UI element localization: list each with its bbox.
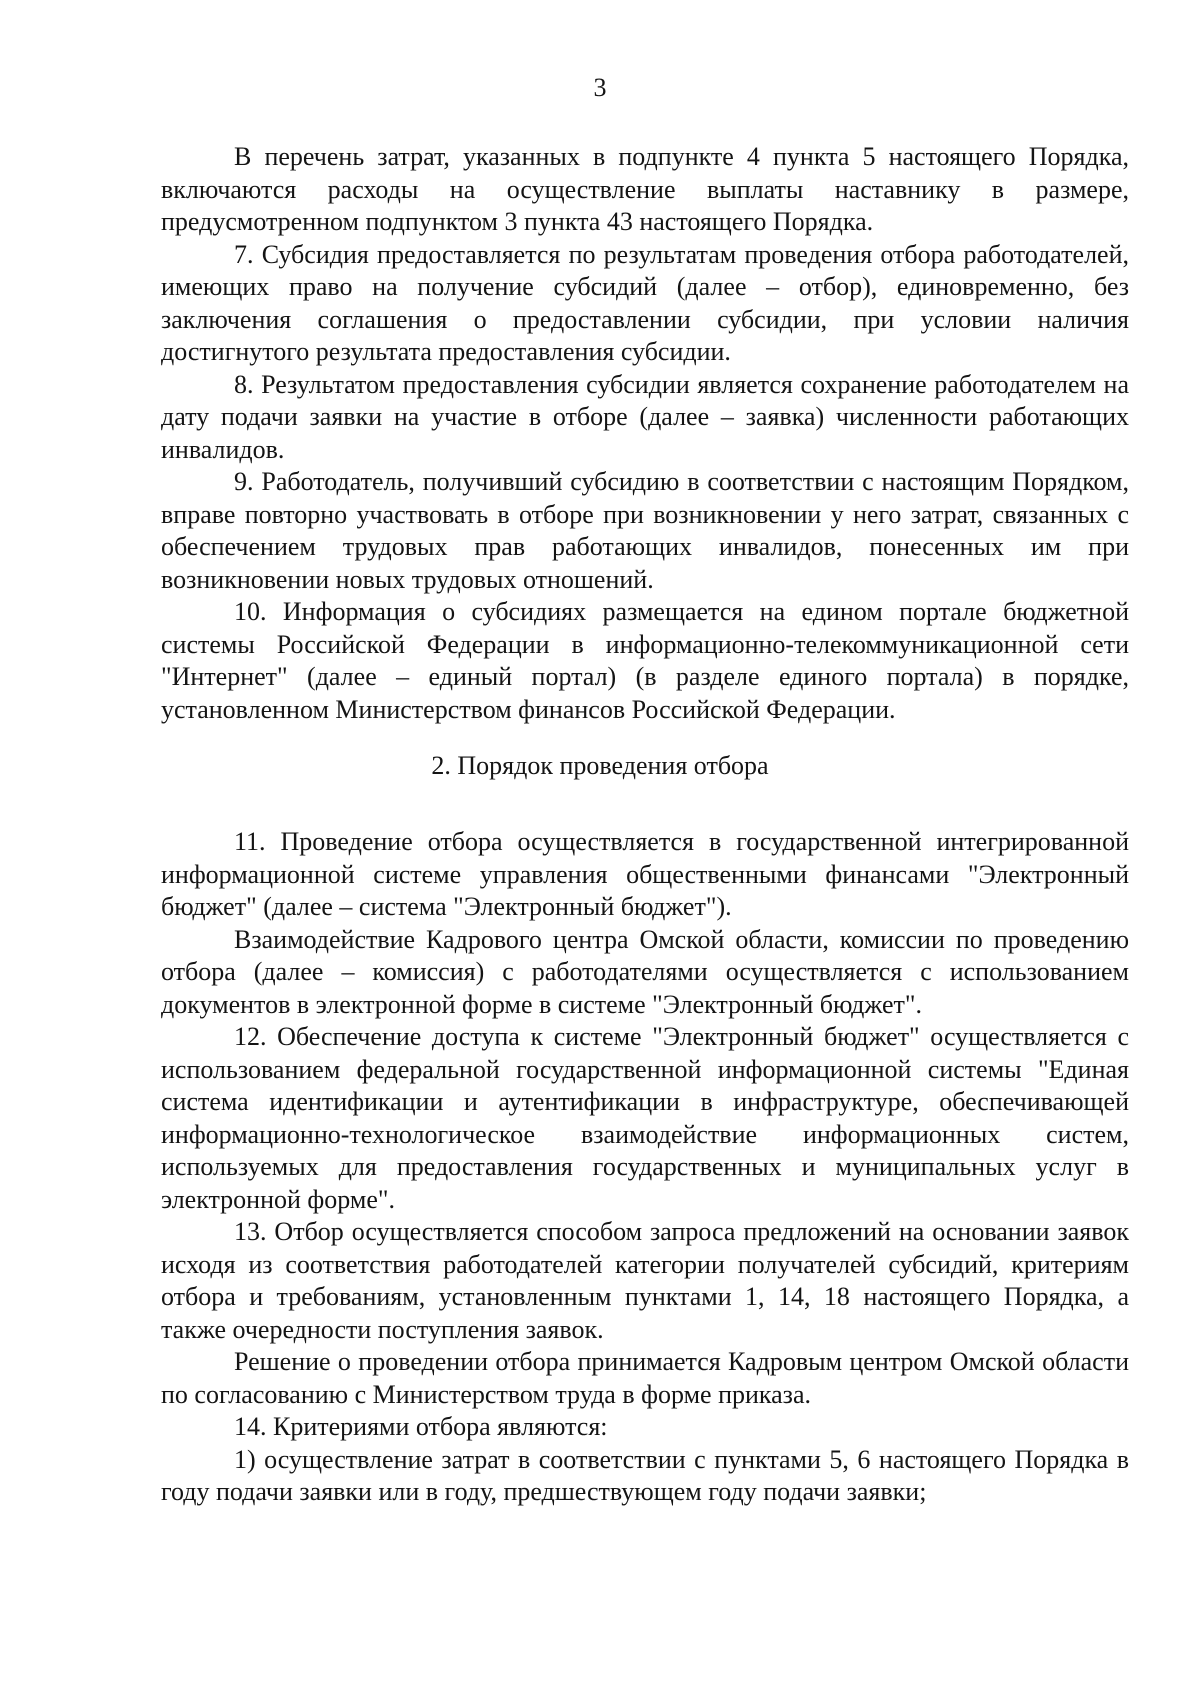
paragraph: 10. Информация о субсидиях размещается на едином портале бюджетной системы Российской Федерации в информационно-телекоммуникационной сети "Интернет" (далее – единый портал) (в разделе единого портала) в порядке, установленном Министерством финансов Российской Федерации. xyxy=(161,597,1129,724)
intro-text-block xyxy=(161,141,1129,726)
paragraph: 13. Отбор осуществляется способом запроса предложений на основании заявок исходя из соответствия работодателей категории получателей субсидий, критериям отбора и требованиям, установленным пунктами 1, 14, 18 настоящего Порядка, а также очередности поступления заявок. xyxy=(161,1217,1129,1344)
paragraph: 1) осуществление затрат в соответствии с пунктами 5, 6 настоящего Порядка в году подачи заявки или в году, предшествующем году подачи заявки; xyxy=(161,1444,1129,1506)
paragraph: 7. Субсидия предоставляется по результатам проведения отбора работодателей, имеющих право на получение субсидий (далее – отбор), единовременно, без заключения соглашения о предоставлении субсидии, при условии наличия достигнутого результата предоставления субсидии. xyxy=(161,239,1129,366)
paragraph: 14. Критериями отбора являются: xyxy=(234,1412,608,1441)
page-number: 3 xyxy=(593,73,607,102)
paragraph: Взаимодействие Кадрового центра Омской области, комиссии по проведению отбора (далее – комиссия) с работодателями осуществляется с использованием документов в электронной форме в системе "Электронный бюджет". xyxy=(161,924,1129,1019)
paragraph: 11. Проведение отбора осуществляется в государственной интегрированной информационной системе управления общественными финансами "Электронный бюджет" (далее – система "Электронный бюджет"). xyxy=(161,827,1129,921)
paragraph: 8. Результатом предоставления субсидии является сохранение работодателем на дату подачи заявки на участие в отборе (далее – заявка) численности работающих инвалидов. xyxy=(161,369,1129,464)
paragraph: В перечень затрат, указанных в подпункте 4 пункта 5 настоящего Порядка, включаются расходы на осуществление выплаты наставнику в размере, предусмотренном подпунктом 3 пункта 43 настоящего Порядка. xyxy=(161,142,1129,236)
paragraph: 9. Работодатель, получивший субсидию в соответствии с настоящим Порядком, вправе повторно участвовать в отборе при возникновении у него затрат, связанных с обеспечением трудовых прав работающих инвалидов, понесенных им при возникновении новых трудовых отношений. xyxy=(161,467,1129,594)
section-title: 2. Порядок проведения отбора xyxy=(431,751,769,780)
paragraph: Решение о проведении отбора принимается Кадровым центром Омской области по согласованию с Министерством труда в форме приказа. xyxy=(161,1347,1129,1409)
section-text-block xyxy=(161,826,1129,1509)
paragraph: 12. Обеспечение доступа к системе "Электронный бюджет" осуществляется с использованием федеральной государственной информационной системы "Единая система идентификации и аутентификации в инфраструктуре, обеспечивающей информационно-технологическое взаимодействие информационных систем, используемых для предоставления государственных и муниципальных услуг в электронной форме". xyxy=(161,1022,1129,1214)
